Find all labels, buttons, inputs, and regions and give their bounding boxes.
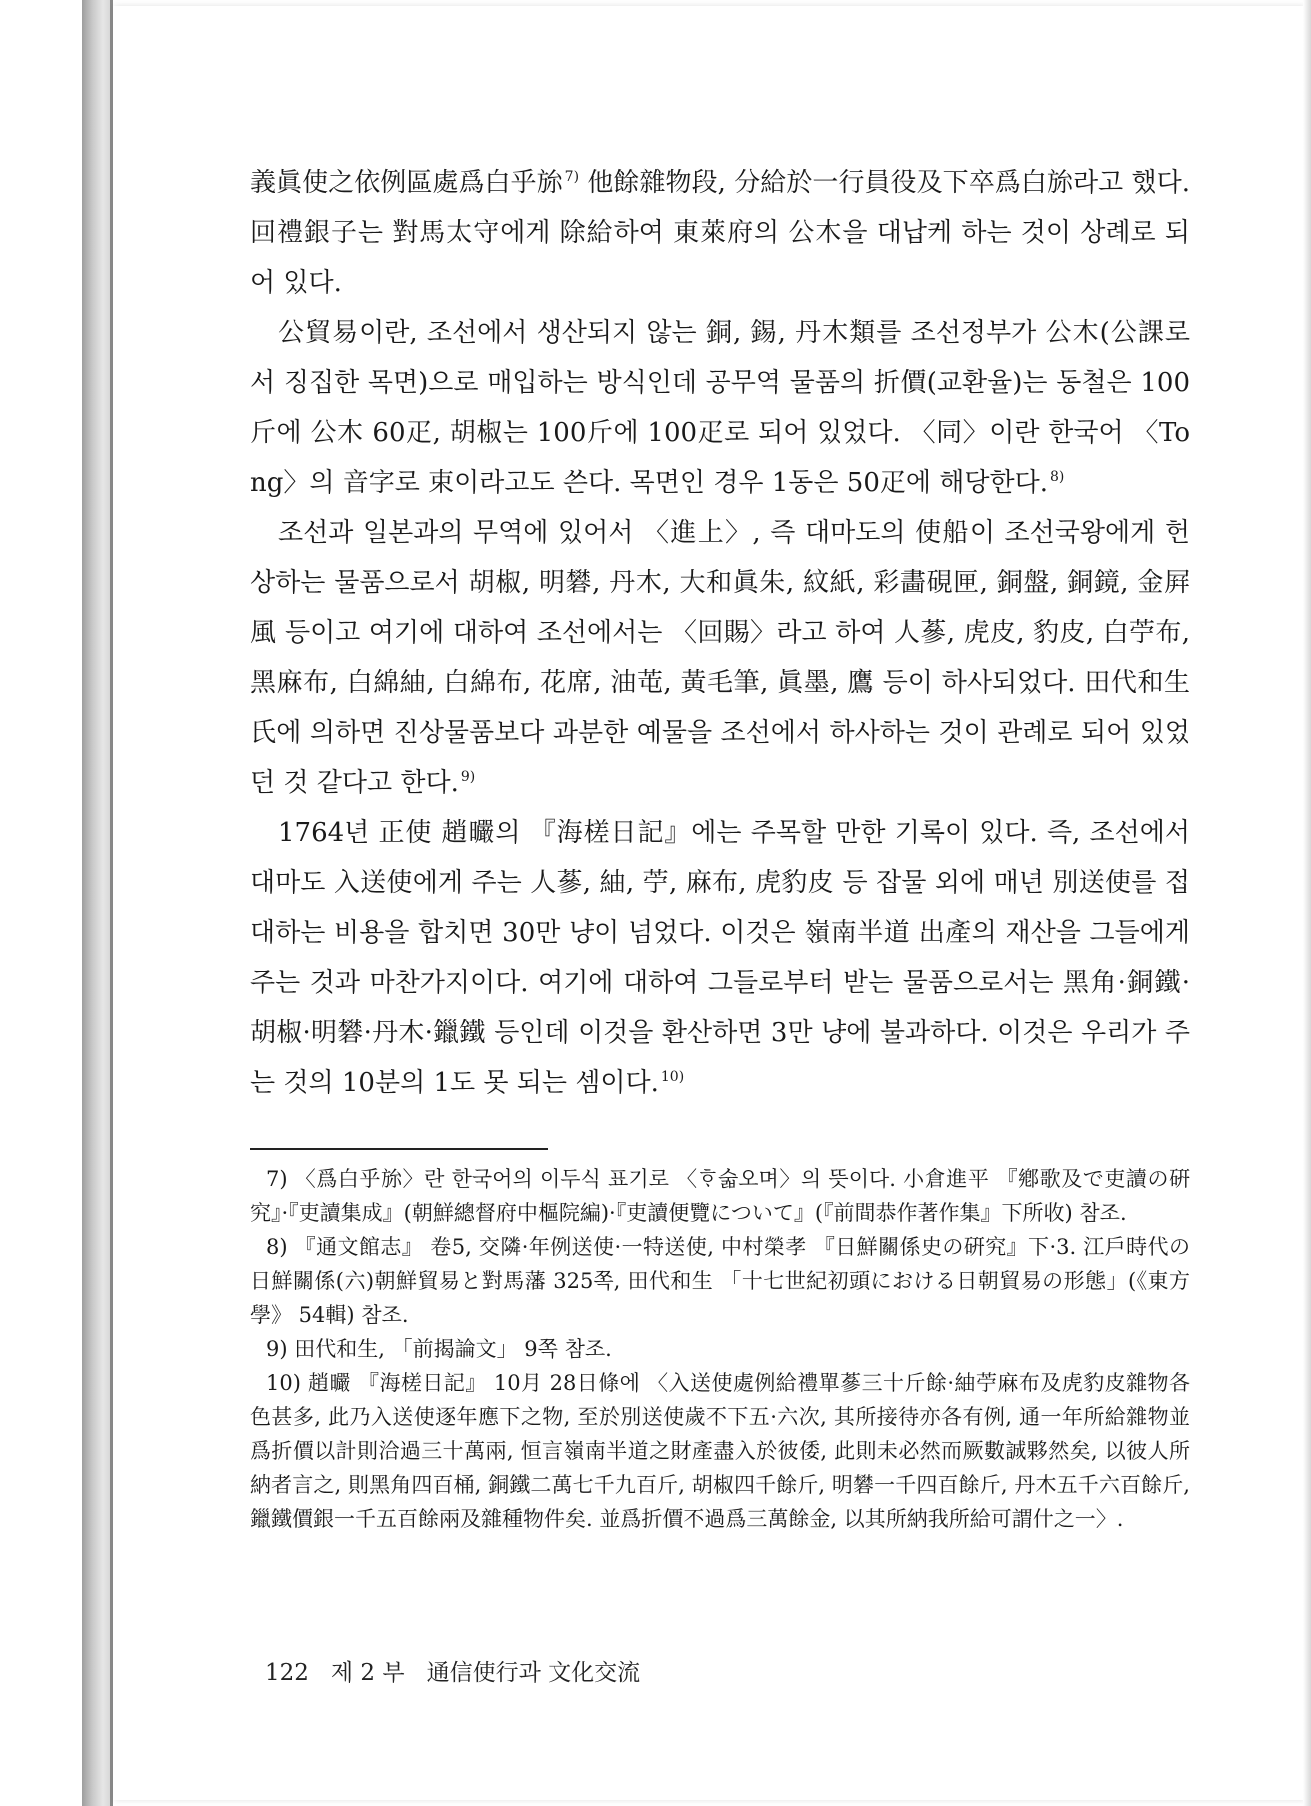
footnote-ref-10[interactable]: 10): [660, 1069, 685, 1086]
footnote-ref-9[interactable]: 9): [460, 769, 476, 786]
footnote-divider: [250, 1148, 548, 1150]
paragraph-2-text: 公貿易이란, 조선에서 생산되지 않는 銅, 錫, 丹木類를 조선정부가 公木(公課로서 징집한 목면)으로 매입하는 방식인데 공무역 물품의 折價(교환율)는 동철은 100斤에 公木 60疋, 胡椒는 100斤에 100疋로 되어 있었다. 〈同〉이란 한국어 〈Tong〉의 音字로 束이라고도 쓴다. 목면인 경우 1동은 50疋에 해당한다.: [250, 318, 1190, 498]
book-spine: [82, 0, 112, 1806]
footnote-7: 7) 〈爲白乎旀〉란 한국어의 이두식 표기로 〈ᄒᆞ숣오며〉의 뜻이다. 小倉進平 『鄕歌及で吏讀の硏究』·『吏讀集成』(朝鮮總督府中樞院編)·『吏讀便覽について』(『前間恭作著作集』下所收) 참조.: [250, 1167, 1190, 1225]
paragraph-1: [250, 158, 1190, 308]
footnote-9: 9) 田代和生, 「前揭論文」 9쪽 참조.: [266, 1337, 612, 1361]
page-right-shadow: [1303, 0, 1311, 1806]
footnote-ref-7[interactable]: 7): [564, 169, 580, 186]
footnote-8: 8) 『通文館志』 卷5, 交隣·年例送使·一特送使, 中村榮孝 『日鮮關係史の硏究』下·3. 江戶時代の日鮮關係(六)朝鮮貿易と對馬藩 325쪽, 田代和生 「十七世紀初頭における日朝貿易の形態」(《東方學》 54輯) 참조.: [250, 1235, 1190, 1327]
footnote-ref-8[interactable]: 8): [1049, 469, 1065, 486]
footnote-10: 10) 趙曮 『海槎日記』 10月 28日條에 〈入送使處例給禮單蔘三十斤餘·紬苧麻布及虎豹皮雜物各色甚多, 此乃入送使逐年應下之物, 至於別送使歲不下五·六次, 其所接待亦各有例, 通一年所給雜物並爲折價以計則洽過三十萬兩, 恒言嶺南半道之財產盡入於彼倭, 此則未必然而厥數誠夥然矣, 以彼人所納者言之, 則黑角四百桶, 銅鐵二萬七千九百斤, 胡椒四千餘斤, 明礬一千四百餘斤, 丹木五千六百餘斤, 鑞鐵價銀一千五百餘兩及雜種物件矣. 並爲折價不過爲三萬餘金, 以其所納我所給可謂什之一〉.: [250, 1371, 1190, 1531]
part-label: 제 2 부: [330, 1660, 405, 1686]
paragraph-1-start: 義眞使之依例區處爲白乎旀: [250, 168, 563, 198]
paragraph-2: [250, 308, 1190, 508]
paragraph-1-rest: 他餘雜物段, 分給於一行員役及下卒爲白旀라고 했다. 回禮銀子는 對馬太守에게 除給하여 東萊府의 公木을 대납케 하는 것이 상례로 되어 있다.: [250, 168, 1190, 298]
body-text: [250, 158, 1190, 1108]
paragraph-3: [250, 508, 1190, 808]
paragraph-4-text: 1764년 正使 趙曮의 『海槎日記』에는 주목할 만한 기록이 있다. 즉, 조선에서 대마도 入送使에게 주는 人蔘, 紬, 苧, 麻布, 虎豹皮 등 잡물 외에 매년 別送使를 접대하는 비용을 합치면 30만 냥이 넘었다. 이것은 嶺南半道 出產의 재산을 그들에게 주는 것과 마찬가지이다. 여기에 대하여 그들로부터 받는 물품으로서는 黑角·銅鐵·胡椒·明礬·丹木·鑞鐵 등인데 이것을 환산하면 3만 냥에 불과하다. 이것은 우리가 주는 것의 10분의 1도 못 되는 셈이다.: [250, 818, 1190, 1098]
paragraph-3-text: 조선과 일본과의 무역에 있어서 〈進上〉, 즉 대마도의 使船이 조선국왕에게 헌상하는 물품으로서 胡椒, 明礬, 丹木, 大和眞朱, 紋紙, 彩畵硯匣, 銅盤, 銅鏡, 金屛風 등이고 여기에 대하여 조선에서는 〈回賜〉라고 하여 人蔘, 虎皮, 豹皮, 白苧布, 黑麻布, 白綿紬, 白綿布, 花席, 油芚, 黃毛筆, 眞墨, 鷹 등이 하사되었다. 田代和生 氏에 의하면 진상물품보다 과분한 예물을 조선에서 하사하는 것이 관례로 되어 있었던 것 같다고 한다.: [250, 518, 1190, 798]
page-footer: [265, 1654, 662, 1687]
footnotes: [250, 1162, 1190, 1536]
page-number: 122: [265, 1660, 309, 1686]
section-title: 通信使行과 文化交流: [426, 1660, 641, 1686]
paragraph-4: [250, 808, 1190, 1108]
